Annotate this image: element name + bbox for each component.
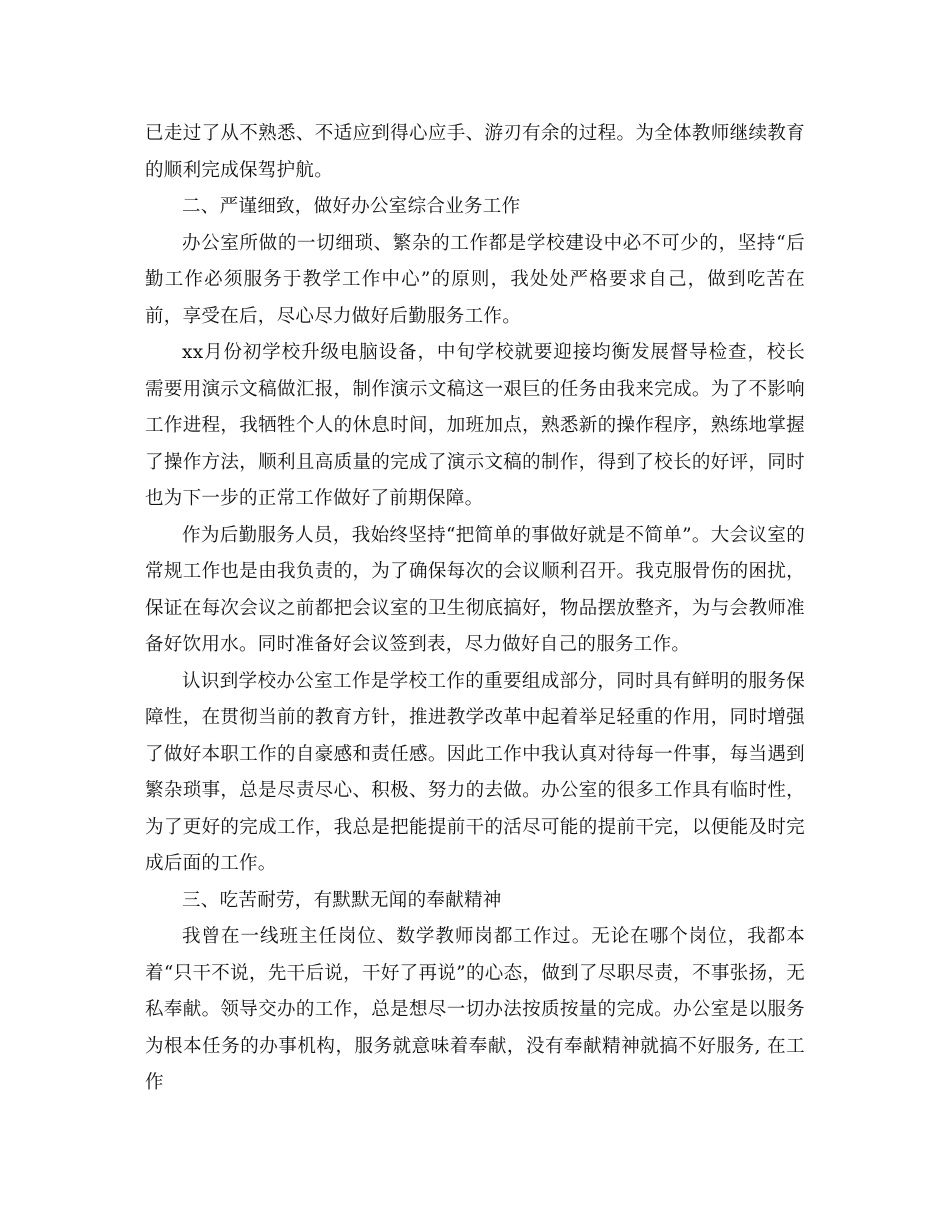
paragraph: 我曾在一线班主任岗位、数学教师岗都工作过。无论在哪个岗位，我都本着“只干不说，先干后说，干好了再说”的心态，做到了尽职尽责，不事张扬，无私奉献。领导交办的工作，总是想尽一切办法按质按量的完成。办公室是以服务为根本任务的办事机构，服务就意味着奉献，没有奉献精神就搞不好服务, 在工作 [145, 926, 805, 1093]
paragraph: 作为后勤服务人员，我始终坚持“把简单的事做好就是不简单”。大会议室的常规工作也是由我负责的，为了确保每次的会议顺利召开。我克服骨伤的困扰，保证在每次会议之前都把会议室的卫生彻底搞好，物品摆放整齐，为与会教师准备好饮用水。同时准备好会议签到表，尽力做好自己的服务工作。 [145, 524, 805, 655]
document-body [145, 116, 805, 1102]
paragraph: 办公室所做的一切细琐、繁杂的工作都是学校建设中必不可少的，坚持“后勤工作必须服务于教学工作中心”的原则，我处处严格要求自己，做到吃苦在前，享受在后，尽心尽力做好后勤服务工作。 [145, 232, 805, 327]
paragraph-continuation: 已走过了从不熟悉、不适应到得心应手、游刃有余的过程。为全体教师继续教育的顺利完成保驾护航。 [145, 123, 805, 181]
paragraph: 认识到学校办公室工作是学校工作的重要组成部分，同时具有鲜明的服务保障性，在贯彻当前的教育方针，推进教学改革中起着举足轻重的作用，同时增强了做好本职工作的自豪感和责任感。因此工作中我认真对待每一件事，每当遇到繁杂琐事，总是尽责尽心、积极、努力的去做。办公室的很多工作具有临时性，为了更好的完成工作，我总是把能提前干的活尽可能的提前干完，以便能及时完成后面的工作。 [145, 670, 805, 874]
section-heading-2: 二、严谨细致，做好办公室综合业务工作 [182, 196, 521, 217]
paragraph: xx月份初学校升级电脑设备，中旬学校就要迎接均衡发展督导检查，校长需要用演示文稿做汇报，制作演示文稿这一艰巨的任务由我来完成。为了不影响工作进程，我牺牲个人的休息时间，加班加点，熟悉新的操作程序，熟练地掌握了操作方法，顺利且高质量的完成了演示文稿的制作，得到了校长的好评，同时也为下一步的正常工作做好了前期保障。 [145, 342, 805, 509]
section-heading-3: 三、吃苦耐劳，有默默无闻的奉献精神 [182, 889, 502, 911]
